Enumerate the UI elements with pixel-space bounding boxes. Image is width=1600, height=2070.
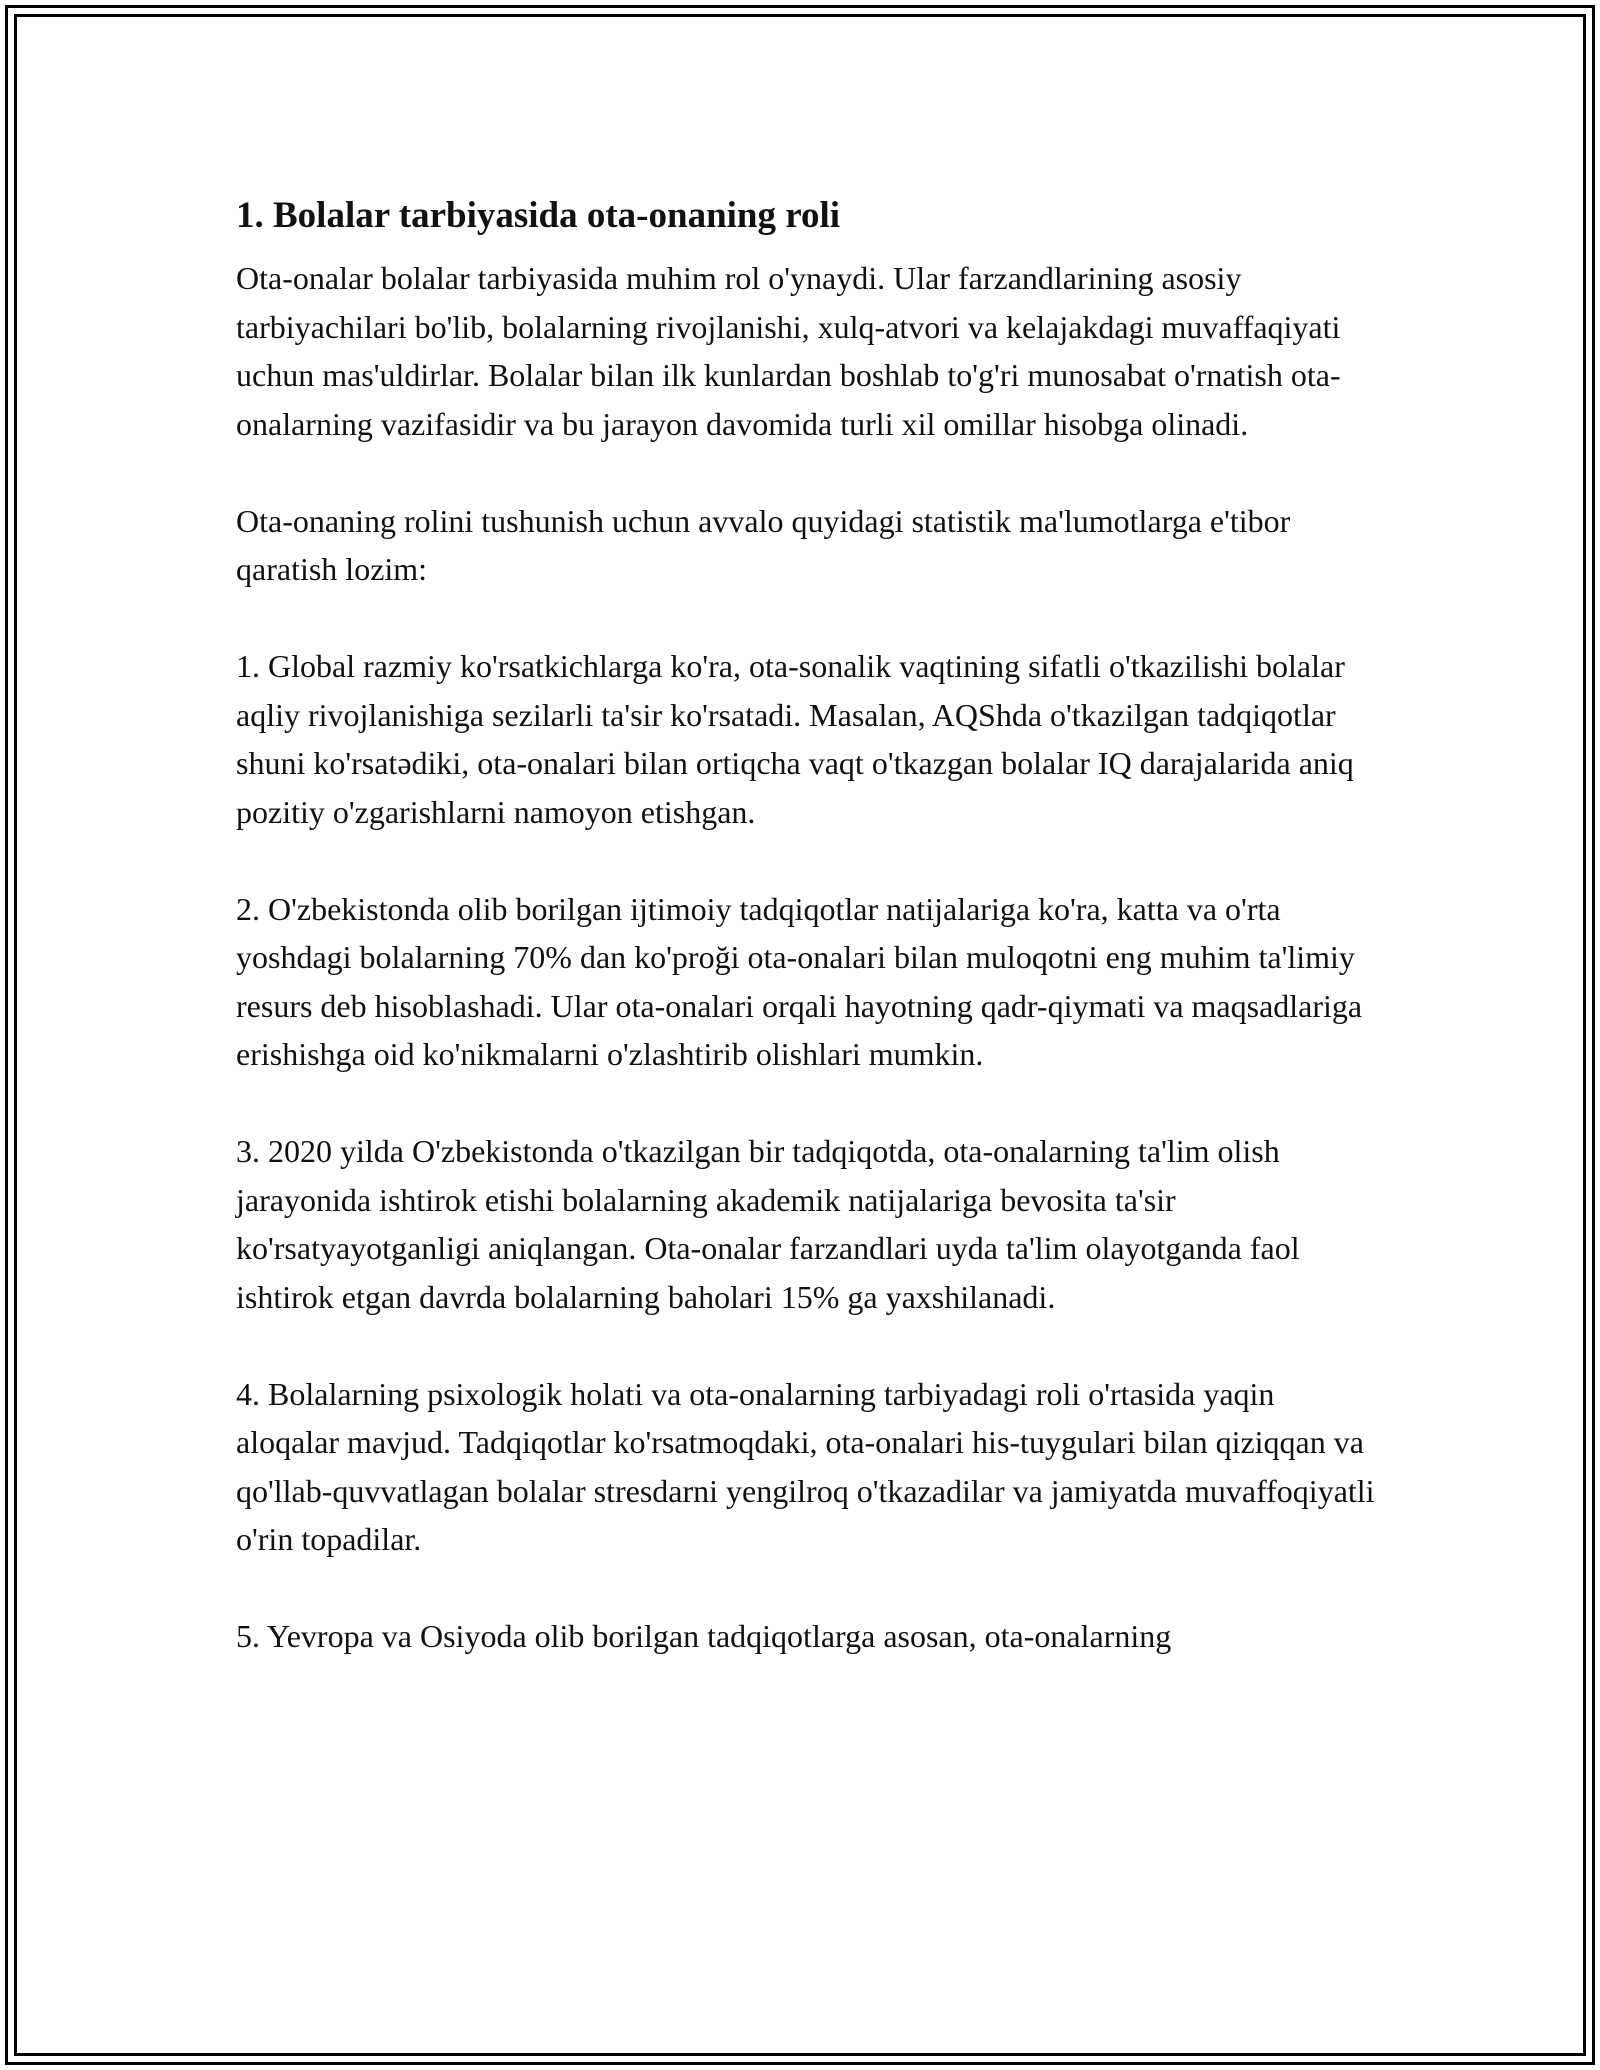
document-title: 1. Bolalar tarbiyasida ota-onaning roli bbox=[236, 195, 841, 236]
paragraph-intro: Ota-onalar bolalar tarbiyasida muhim rol o'ynaydi. Ular farzandlarining asosiy tarbiyachilari bo'lib, bolalarning rivojlanishi, xulq-atvori va kelajakdagi muvaffaqiyati uchun mas'uldirlar. Bolalar bilan ilk kunlardan boshlab to'g'ri munosabat o'rnatish ota-onalarning vazifasidir va bu jarayon davomida turli xil omillar hisobga olinadi. bbox=[236, 260, 1341, 442]
paragraph-point-4: 4. Bolalarning psixologik holati va ota-onalarning tarbiyadagi roli o'rtasida yaqin aloqalar mavjud. Tadqiqotlar ko'rsatmoqdaki, ota-onalari his-tuygulari bilan qiziqqan va qo'llab-quvvatlagan bolalar stresdarni yengilroq o'tkazadilar va jamiyatda muvaffoqiyatli o'rin topadilar. bbox=[236, 1375, 1375, 1557]
document-body bbox=[236, 188, 1376, 1661]
paragraph-point-2: 2. O'zbekistonda olib borilgan ijtimoiy tadqiqotlar natijalariga ko'ra, katta va o'rta yoshdagi bolalarning 70% dan ko'proği ota-onalari bilan muloqotni eng muhim ta'limiy resurs deb hisoblashadi. Ular ota-onalari orqali hayotning qadr-qiymati va maqsadlariga erishishga oid ko'nikmalarni o'zlashtirib olishlari mumkin. bbox=[236, 890, 1363, 1072]
paragraph-point-3: 3. 2020 yilda O'zbekistonda o'tkazilgan bir tadqiqotda, ota-onalarning ta'lim olish jarayonida ishtirok etishi bolalarning akademik natijalariga bevosita ta'sir ko'rsatyayotganligi aniqlangan. Ota-onalar farzandlari uyda ta'lim olayotganda faol ishtirok etgan davrda bolalarning baholari 15% ga yaxshilanadi. bbox=[236, 1133, 1300, 1315]
paragraph-point-5: 5. Yevropa va Osiyoda olib borilgan tadqiqotlarga asosan, ota-onalarning bbox=[236, 1618, 1172, 1654]
paragraph-statistics-lead: Ota-onaning rolini tushunish uchun avvalo quyidagi statistik ma'lumotlarga e'tibor qaratish lozim: bbox=[236, 502, 1291, 587]
paragraph-point-1: 1. Global razmiy ko'rsatkichlarga ko'ra, ota-sonalik vaqtining sifatli o'tkazilishi bolalar aqliy rivojlanishiga sezilarli ta'sir ko'rsatadi. Masalan, AQShda o'tkazilgan tadqiqotlar shuni ko'rsatədiki, ota-onalari bilan ortiqcha vaqt o'tkazgan bolalar IQ darajalarida aniq pozitiy o'zgarishlarni namoyon etishgan. bbox=[236, 648, 1354, 830]
